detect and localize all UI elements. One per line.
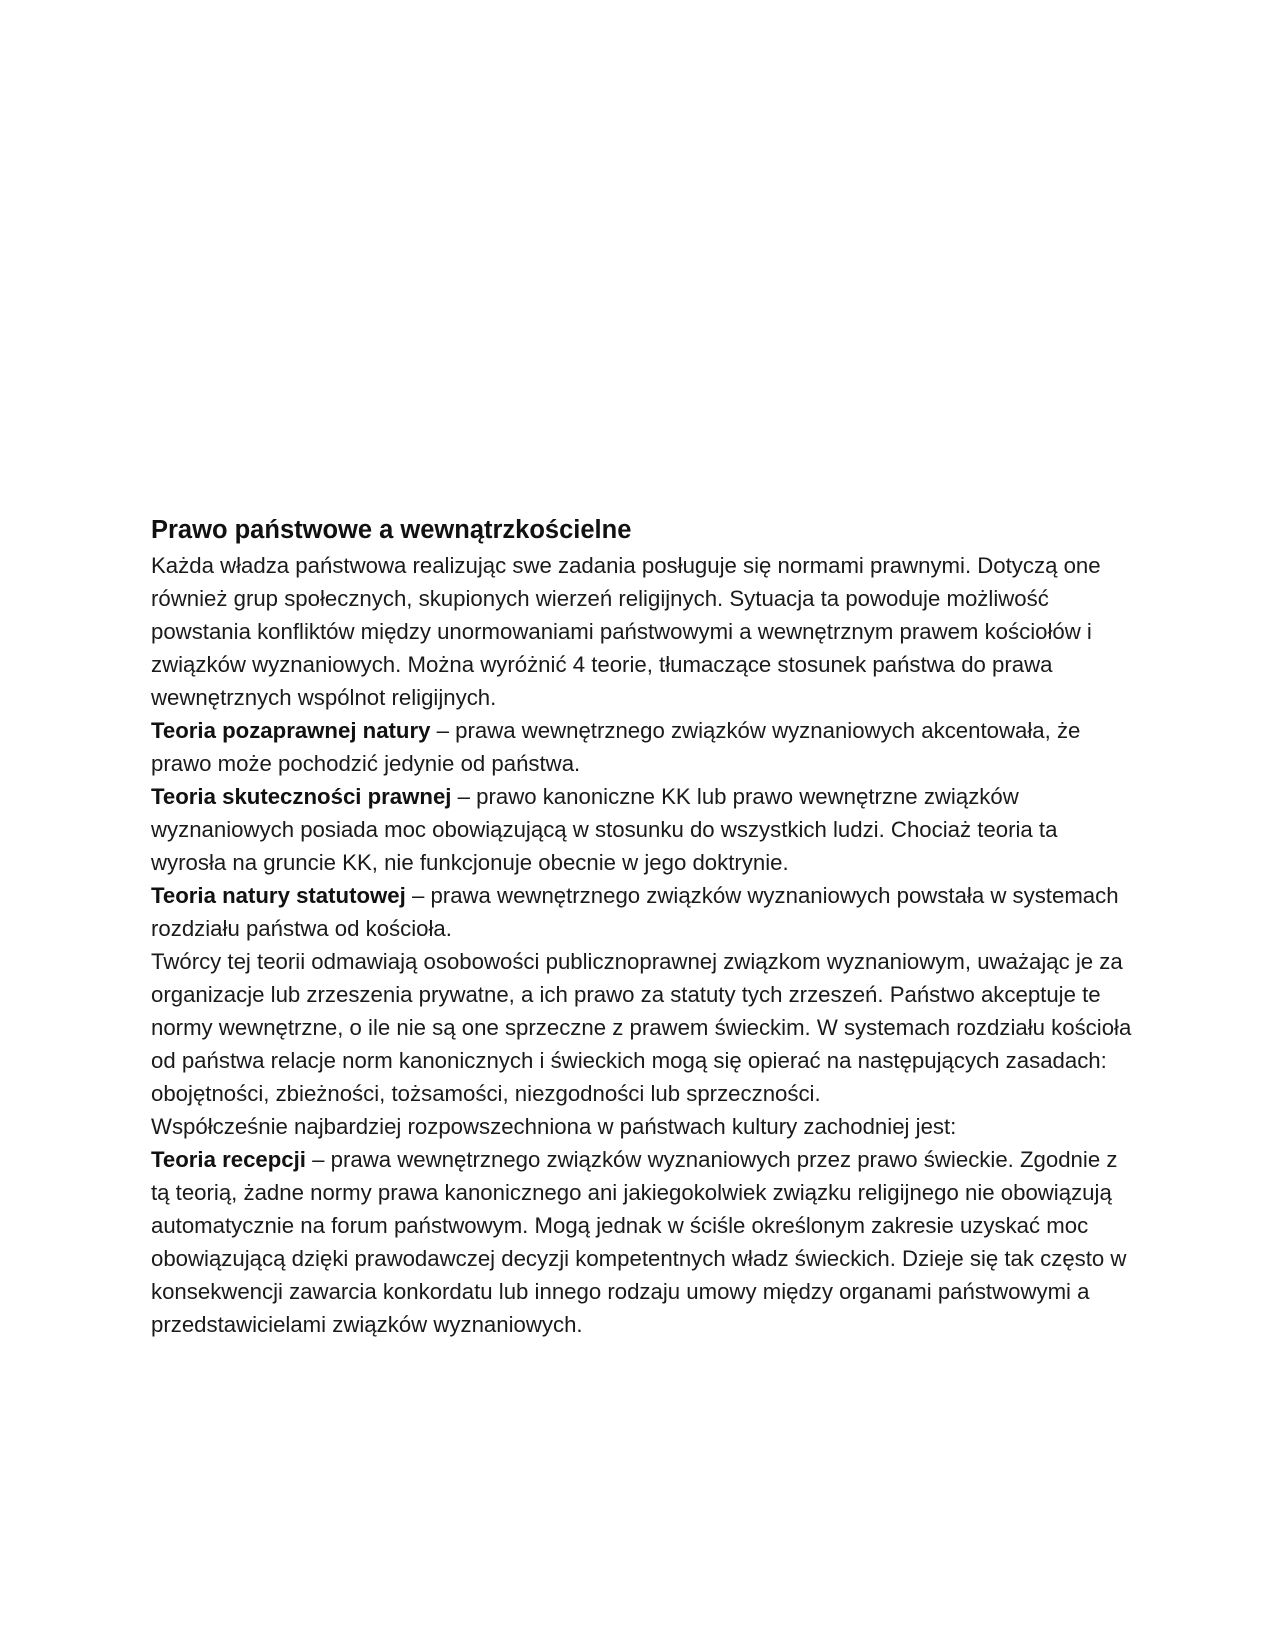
theory-paragraph-legal-effectiveness — [151, 780, 1135, 879]
theory-term: Teoria skuteczności prawnej — [151, 784, 452, 809]
modern-intro-paragraph: Współcześnie najbardziej rozpowszechniona w państwach kultury zachodniej jest: — [151, 1114, 957, 1139]
theory-description: – prawa wewnętrznego związków wyznaniowych akcentowała, że prawo może pochodzić jedynie od państwa. — [151, 718, 1081, 776]
theory-term: Teoria natury statutowej — [151, 883, 406, 908]
theory-term: Teoria pozaprawnej natury — [151, 718, 431, 743]
theory-paragraph-statutory — [151, 879, 1135, 945]
theory-description: – prawa wewnętrznego związków wyznaniowych powstała w systemach rozdziału państwa od kościoła. — [151, 883, 1119, 941]
intro-paragraph: Każda władza państwowa realizując swe zadania posługuje się normami prawnymi. Dotyczą one również grup społecznych, skupionych wierzeń religijnych. Sytuacja ta powoduje możliwość powstania konfliktów między unormowaniami państwowymi a wewnętrznym prawem kościołów i związków wyznaniowych. Można wyróżnić 4 teorie, tłumaczące stosunek państwa do prawa wewnętrznych wspólnot religijnych. — [151, 553, 1101, 710]
theory-paragraph-reception — [151, 1143, 1135, 1341]
statutory-detail-paragraph: Twórcy tej teorii odmawiają osobowości publicznoprawnej związkom wyznaniowym, uważając je za organizacje lub zrzeszenia prywatne, a ich prawo za statuty tych zrzeszeń. Państwo akceptuje te normy wewnętrzne, o ile nie są one sprzeczne z prawem świeckim. W systemach rozdziału kościoła od państwa relacje norm kanonicznych i świeckich mogą się opierać na następujących zasadach: obojętności, zbieżności, tożsamości, niezgodności lub sprzeczności. — [151, 949, 1132, 1106]
document-body — [151, 514, 1135, 1341]
theory-term: Teoria recepcji — [151, 1147, 306, 1172]
theory-paragraph-extralegal — [151, 714, 1135, 780]
document-title: Prawo państwowe a wewnątrzkościelne — [151, 516, 632, 544]
theory-description: – prawo kanoniczne KK lub prawo wewnętrzne związków wyznaniowych posiada moc obowiązującą w stosunku do wszystkich ludzi. Chociaż teoria ta wyrosła na gruncie KK, nie funkcjonuje obecnie w jego doktrynie. — [151, 784, 1058, 875]
theory-description: – prawa wewnętrznego związków wyznaniowych przez prawo świeckie. Zgodnie z tą teorią, żadne normy prawa kanonicznego ani jakiegokolwiek związku religijnego nie obowiązują automatycznie na forum państwowym. Mogą jednak w ściśle określonym zakresie uzyskać moc obowiązującą dzięki prawodawczej decyzji kompetentnych władz świeckich. Dzieje się tak często w konsekwencji zawarcia konkordatu lub innego rodzaju umowy między organami państwowymi a przedstawicielami związków wyznaniowych. — [151, 1147, 1127, 1337]
